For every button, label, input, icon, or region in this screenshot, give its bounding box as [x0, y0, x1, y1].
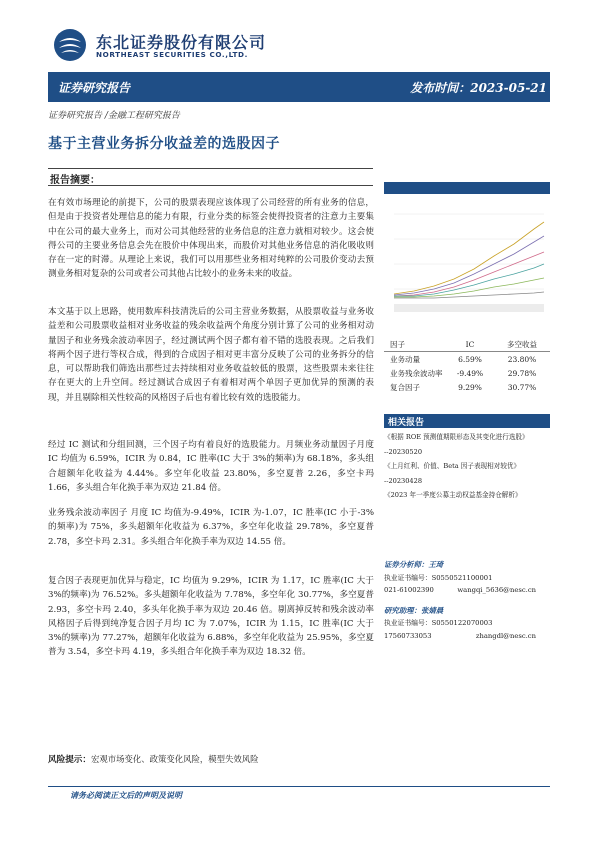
- related-report-link[interactable]: 《根据 ROE 预测值期限形态及其变化进行选股》: [384, 433, 529, 441]
- summary-heading: 报告摘要：: [48, 168, 373, 186]
- analyst-license: 执业证书编号：S0550521100001: [384, 573, 493, 582]
- cell-return: 23.80%: [507, 354, 537, 364]
- analyst-block: [384, 559, 550, 642]
- chart-header-bar: [384, 182, 550, 194]
- assistant-contact: [384, 630, 550, 643]
- related-report-link[interactable]: 《2023 年一季度公募主动权益基金持仓解析》: [384, 491, 522, 499]
- cell-factor: 业务动量: [390, 354, 420, 364]
- related-report-date: --20230520: [384, 447, 423, 456]
- footer-divider: [48, 786, 550, 787]
- summary-paragraph: 在有效市场理论的前提下，公司的股票表现应该体现了公司经营的所有业务的信息，但是由于投资者处理信息的能力有限，行业分类的标签会使得投资者的注意力主要集中在公司的最大业务上，而对公司其他经营的业务信息的注意力就相对较少。这会使得公司的主要业务信息会先在股价中体现出来，而股价对其他业务信息的消化吸收则存在一定的时滞。从理论上来说，我们可以用那些业务相对纯粹的公司股价变动去预测业务相对复杂的公司或者公司其他占比较小的业务未来的收益。: [48, 198, 374, 280]
- assistant-license: 执业证书编号：S0550122070003: [384, 619, 493, 627]
- assistant-role: 研究助理：张婧晨: [384, 605, 444, 615]
- risk-label: 风险提示：: [48, 755, 91, 765]
- factor-table: [384, 338, 550, 394]
- risk-warning: [48, 753, 258, 765]
- table-row: [384, 352, 550, 366]
- summary-paragraph: 本文基于以上思路，使用数库科技清洗后的公司主营业务数据，从股票收益与业务收益差和公司股票收益相对业务收益的残余收益两个角度分别计算了公司的业务相对动量因子和业务残余波动率因子，经过测试两个因子都有着不错的选股表现。之后我们将两个因子进行等权合成，得到的合成因子相对更丰富分反映了公司的业务拆分的信息，可以帮助我们筛选出那些过去持续相对业务收益较低的股票，这些股票未来往往存在更大的上升空间。经过测试合成因子有着相对两个单因子更加优异的预测的表现，并且剔除相关性较高的风格因子后也有着比较有效的选股能力。: [48, 307, 374, 403]
- summary-paragraph: 业务残余波动率因子 月度 IC 均值为-9.49%，ICIR 为-1.07，IC 胜率(IC 小于-3%的频率)为 75%，多头超额年化收益为 6.37%，多空年化收益 29.78%，多空夏普 2.78，多空卡玛 2.31。多头组合年化换手率为双边 14.55 倍。: [48, 508, 374, 547]
- analyst-contact: [384, 584, 550, 597]
- cell-return: 30.77%: [507, 382, 537, 392]
- cell-ic: -9.49%: [456, 368, 484, 378]
- analyst-role: 证券分析师：王琦: [384, 560, 444, 569]
- analyst-phone: 021-61002390: [384, 586, 434, 594]
- footer-disclaimer: 请务必阅读正文后的声明及说明: [70, 790, 182, 800]
- assistant-name: 张婧晨: [420, 605, 444, 615]
- analyst-email[interactable]: wangqi_5636@nesc.cn: [457, 586, 536, 594]
- related-reports-list: [384, 430, 550, 503]
- table-header-row: [384, 338, 550, 352]
- related-report-date: --20230428: [384, 476, 423, 485]
- brand-name-cn: 东北证券股份有限公司: [96, 33, 267, 52]
- brand-name-en: NORTHEAST SECURITIES CO.,LTD.: [96, 50, 248, 59]
- performance-chart: [384, 194, 550, 326]
- breadcrumb: 证券研究报告 /金融工程研究报告: [48, 111, 180, 121]
- related-reports-heading: 相关报告: [384, 414, 550, 428]
- risk-text: 宏观市场变化、政策变化风险，模型失效风险: [90, 754, 259, 764]
- report-type-label: 证券研究报告: [58, 81, 131, 95]
- col-header-ic: IC: [465, 340, 475, 349]
- assistant-phone: 17560733053: [384, 631, 432, 640]
- related-report-link[interactable]: 《上月红利、价值、Beta 因子表现相对较优》: [384, 462, 521, 470]
- cell-factor: 复合因子: [390, 382, 420, 392]
- report-title: 基于主营业务拆分收益差的选股因子: [48, 136, 280, 152]
- company-logo-icon: [53, 28, 87, 62]
- table-row: [384, 366, 550, 380]
- summary-paragraph: 复合因子表现更加优异与稳定，IC 均值为 9.29%，ICIR 为 1.17，IC 胜率(IC 大于 3%的频率)为 76.52%。多头超额年化收益为 7.78%，多空年化 30.77%，多空夏普 2.93，多空卡玛 2.40，多头年化换手率为双边 20.46 倍。剔离掉反转和残余波动率风格因子后得到纯净复合因子月均 IC 为 7.07%，ICIR 为 1.15，IC 胜率(IC 大于 3%的频率)为 77.27%，超额年化收益为 6.88%，多空年化收益为 25.95%，多空夏普为 3.54，多空卡玛 4.19，多头组合年化换手率为双边 18.32 倍。: [48, 576, 374, 658]
- cell-return: 29.78%: [507, 368, 537, 378]
- cell-ic: 9.29%: [458, 382, 482, 392]
- table-row: [384, 380, 550, 394]
- summary-paragraph: 经过 IC 测试和分组回测，三个因子均有着良好的选股能力。月频业务动量因子月度 IC 均值为 6.59%，ICIR 为 0.84，IC 胜率(IC 大于 3%的频率)为 68.18%，多头组合超额年化收益为 4.44%。多空年化收益 23.80%，多空夏普 2.26，多空卡玛 1.66，多头组合年化换手率为双边 21.84 倍。: [48, 440, 374, 493]
- cell-ic: 6.59%: [458, 354, 482, 364]
- cell-factor: 业务残余波动率: [390, 368, 443, 378]
- assistant-email[interactable]: zhangdl@nesc.cn: [475, 631, 536, 640]
- col-header-longshort: 多空收益: [507, 340, 537, 349]
- analyst-name: 王琦: [428, 560, 444, 569]
- col-header-factor: 因子: [390, 340, 405, 349]
- publish-date: 发布时间：2023-05-21: [410, 81, 547, 95]
